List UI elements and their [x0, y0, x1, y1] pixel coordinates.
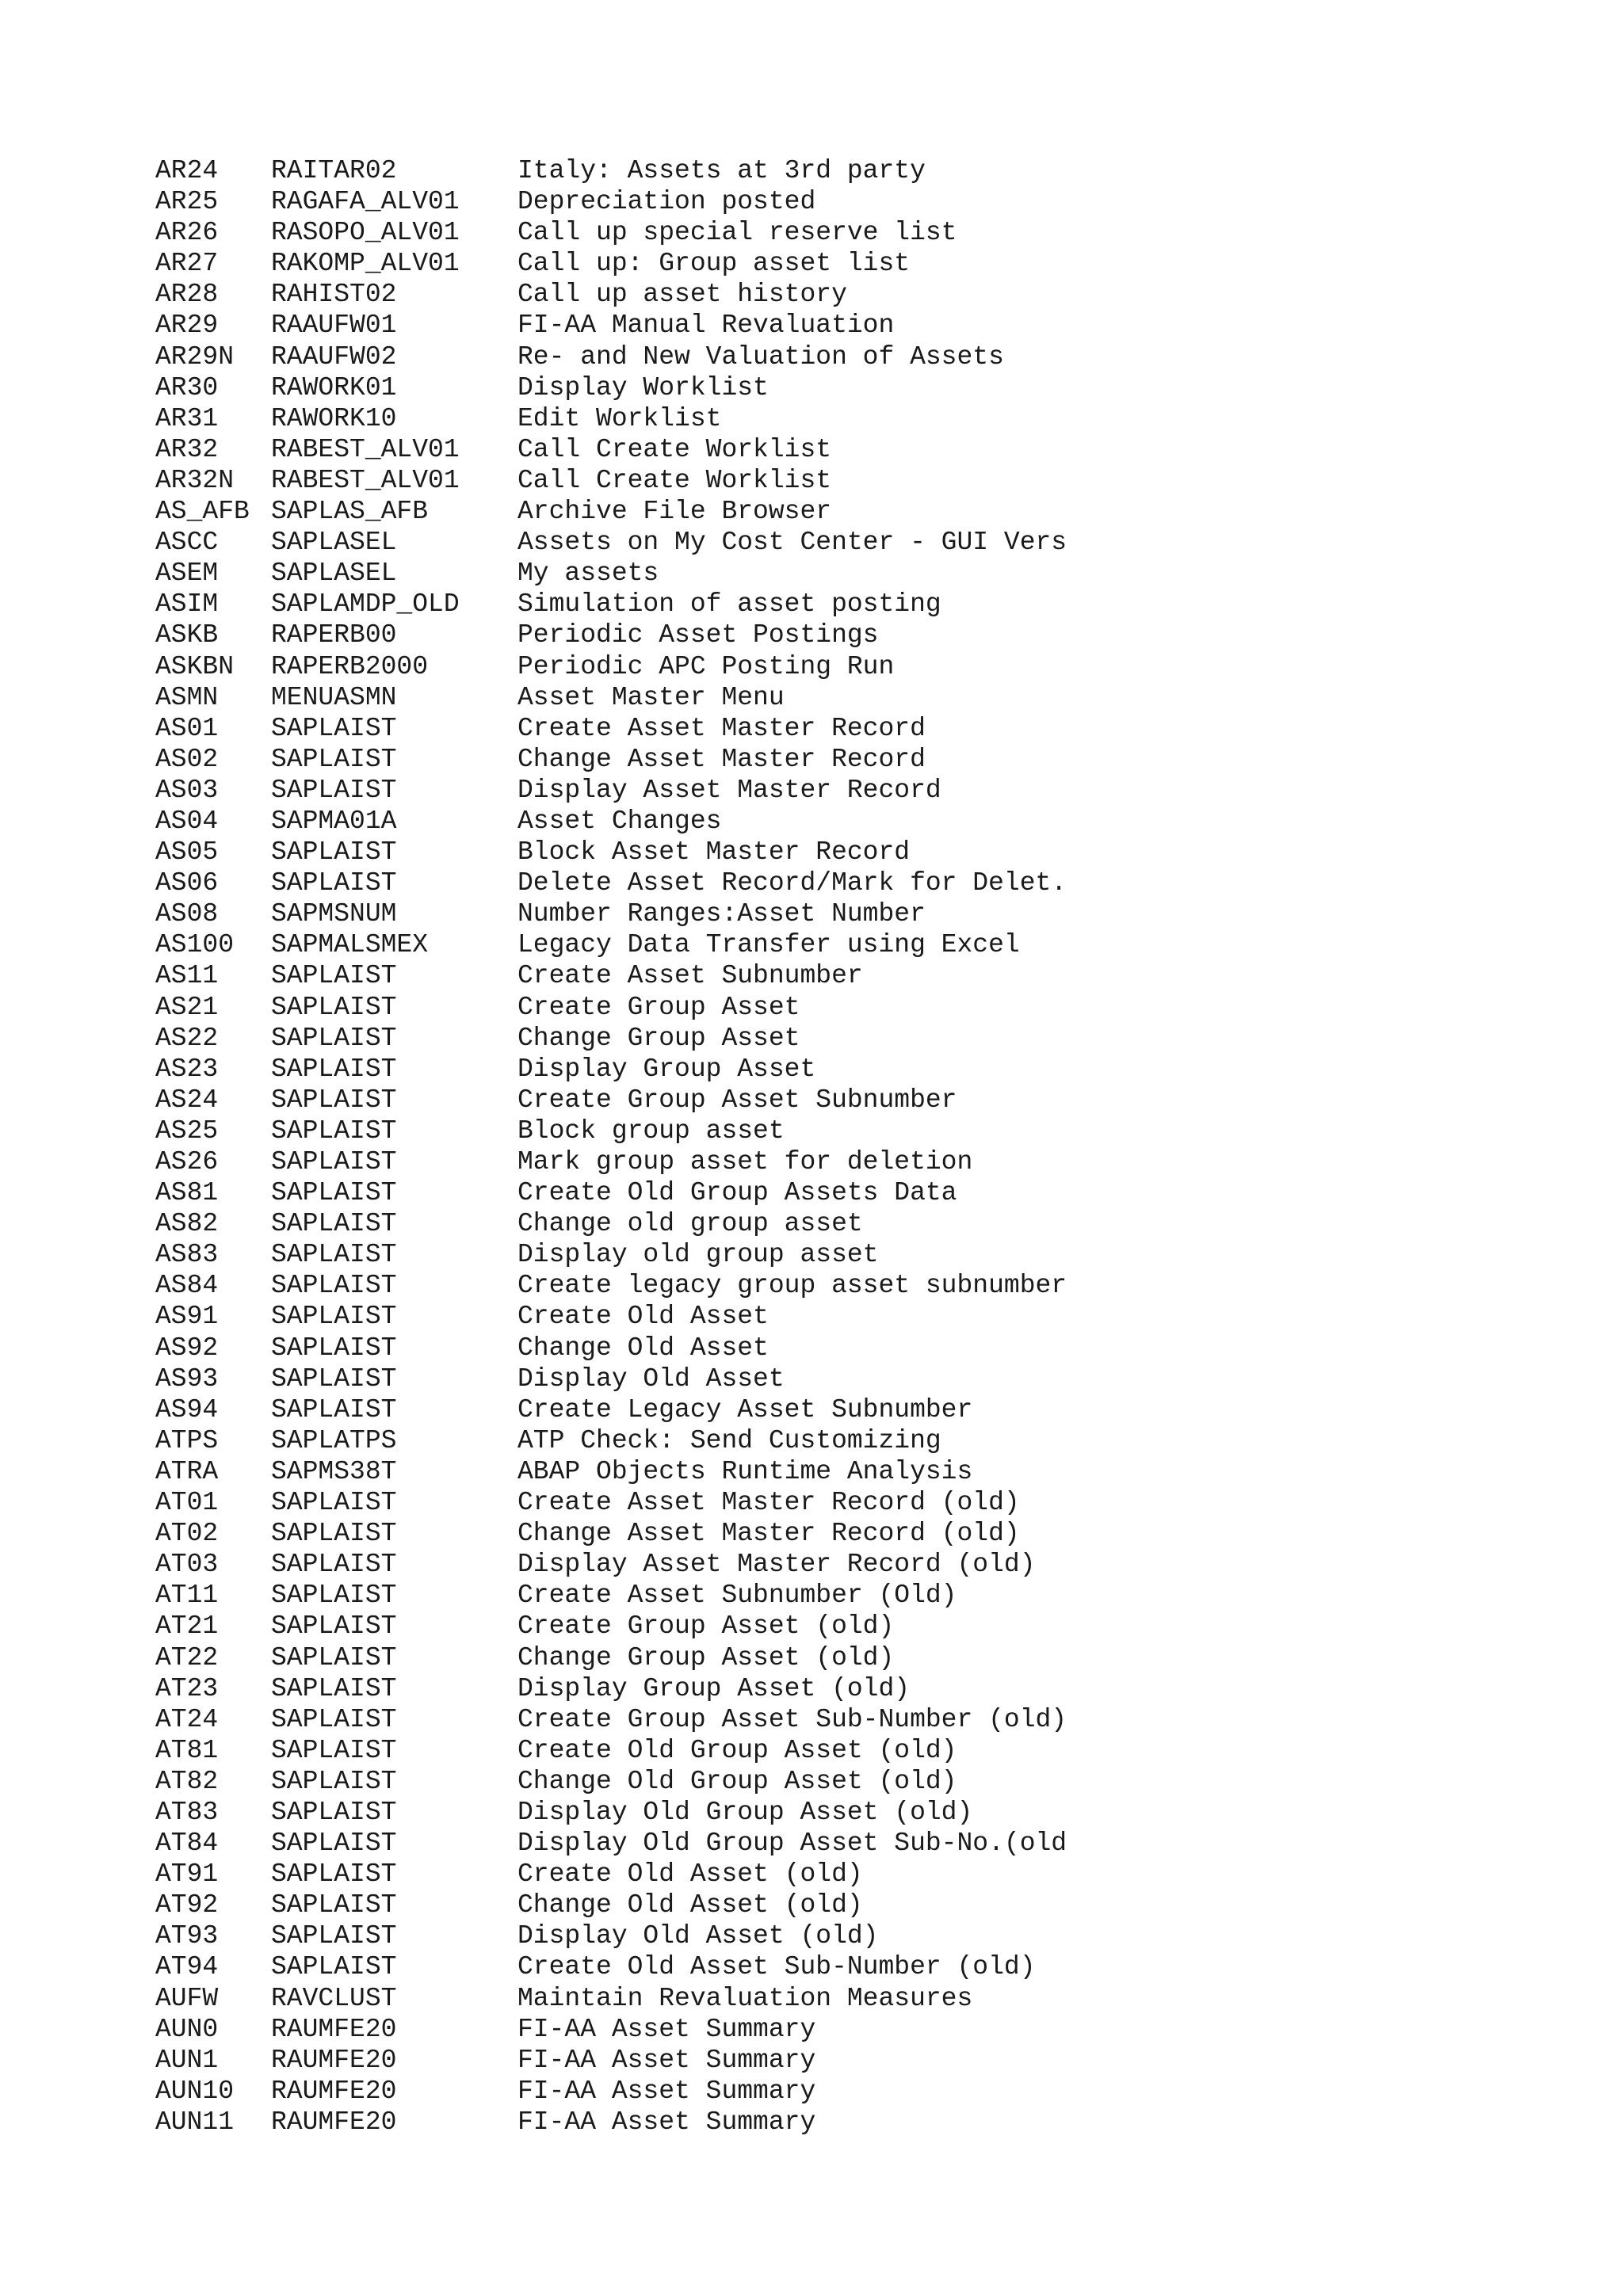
program-name: SAPLASEL [271, 559, 397, 589]
listing-row [155, 960, 1566, 991]
transaction-description: Change old group asset [517, 1209, 863, 1239]
listing-row [155, 1518, 1566, 1549]
transaction-description: Display Old Group Asset (old) [517, 1797, 973, 1827]
listing-row [155, 929, 1566, 960]
program-name: RAKOMP_ALV01 [271, 249, 460, 279]
listing-row [155, 1951, 1566, 1982]
transaction-description: FI-AA Manual Revaluation [517, 311, 895, 341]
transaction-description: Create legacy group asset subnumber [517, 1271, 1067, 1301]
program-name: SAPLAIST [271, 1642, 397, 1672]
listing-row [155, 1920, 1566, 1951]
transaction-code: AS06 [155, 868, 219, 898]
transaction-code: AS84 [155, 1271, 219, 1301]
transaction-description: Change Group Asset (old) [517, 1642, 895, 1672]
transaction-description: Create Asset Master Record [517, 713, 926, 743]
program-name: RAGAFA_ALV01 [271, 187, 460, 217]
listing-row [155, 1704, 1566, 1735]
transaction-code: AUN11 [155, 2107, 235, 2137]
transaction-description: Call Create Worklist [517, 434, 832, 464]
transaction-description: Simulation of asset posting [517, 589, 941, 620]
listing-row [155, 868, 1566, 898]
program-name: SAPMS38T [271, 1456, 397, 1486]
program-name: SAPLAIST [271, 1023, 397, 1053]
transaction-code: AT21 [155, 1611, 219, 1642]
transaction-description: Re- and New Valuation of Assets [517, 341, 1004, 372]
listing-row [155, 1642, 1566, 1673]
transaction-code: AS83 [155, 1240, 219, 1270]
transaction-description: Call up special reserve list [517, 218, 957, 248]
transaction-description: Create Legacy Asset Subnumber [517, 1394, 973, 1425]
listing-row [155, 558, 1566, 589]
program-name: SAPLAIST [271, 1704, 397, 1734]
listing-row [155, 1270, 1566, 1301]
transaction-code: AUN1 [155, 2045, 219, 2075]
transaction-description: Block group asset [517, 1116, 785, 1146]
transaction-description: Display Old Group Asset Sub-No.(old [517, 1829, 1067, 1859]
transaction-code: AT02 [155, 1519, 219, 1549]
listing-row [155, 1549, 1566, 1580]
transaction-description: Periodic APC Posting Run [517, 651, 895, 681]
program-name: RAPERB00 [271, 620, 397, 650]
program-name: SAPLAIST [271, 1147, 397, 1177]
transaction-description: Italy: Assets at 3rd party [517, 156, 926, 185]
program-name: SAPMALSMEX [271, 930, 429, 960]
transaction-code: AS03 [155, 775, 219, 805]
program-name: RAUMFE20 [271, 2107, 397, 2137]
transaction-description: Change Old Group Asset (old) [517, 1766, 957, 1796]
listing-row [155, 527, 1566, 558]
transaction-code: AUN10 [155, 2076, 235, 2106]
listing-row [155, 651, 1566, 682]
transaction-code: AR29 [155, 311, 219, 341]
transaction-code: AT93 [155, 1921, 219, 1951]
transaction-description: Display Worklist [517, 372, 769, 402]
transaction-code: AR32N [155, 465, 235, 495]
transaction-code: AR30 [155, 372, 219, 402]
listing-row [155, 341, 1566, 372]
program-name: SAPMA01A [271, 806, 397, 836]
listing-row [155, 496, 1566, 527]
transaction-description: Legacy Data Transfer using Excel [517, 930, 1020, 960]
transaction-code: AT91 [155, 1859, 219, 1890]
program-name: SAPLAIST [271, 1488, 397, 1518]
transaction-description: Depreciation posted [517, 187, 816, 217]
listing-row [155, 1797, 1566, 1828]
program-name: SAPLAIST [271, 992, 397, 1022]
transaction-description: Create Asset Subnumber (Old) [517, 1581, 957, 1611]
listing-row [155, 1425, 1566, 1456]
listing-row [155, 186, 1566, 217]
program-name: RABEST_ALV01 [271, 465, 460, 495]
listing-row [155, 1580, 1566, 1611]
transaction-description: FI-AA Asset Summary [517, 2076, 816, 2106]
transaction-code: AS26 [155, 1147, 219, 1177]
program-name: SAPLAIST [271, 868, 397, 898]
transaction-code: AS22 [155, 1023, 219, 1053]
listing-row [155, 1735, 1566, 1766]
transaction-description: Number Ranges:Asset Number [517, 899, 926, 929]
program-name: SAPLAIST [271, 1611, 397, 1642]
transaction-description: FI-AA Asset Summary [517, 2045, 816, 2075]
transaction-code: AUFW [155, 1983, 219, 2013]
transaction-code: AT03 [155, 1550, 219, 1580]
transaction-description: FI-AA Asset Summary [517, 2107, 816, 2137]
transaction-code: AR28 [155, 280, 219, 310]
transaction-description: Call up asset history [517, 280, 847, 310]
listing-row [155, 1611, 1566, 1642]
listing-row [155, 620, 1566, 650]
listing-row [155, 2076, 1566, 2107]
transaction-description: Create Group Asset [517, 992, 800, 1022]
transaction-description: Call Create Worklist [517, 465, 832, 495]
transaction-code: AS02 [155, 744, 219, 774]
transaction-code: AT83 [155, 1797, 219, 1827]
listing-row [155, 403, 1566, 434]
program-name: SAPLAIST [271, 1921, 397, 1951]
listing-row [155, 1116, 1566, 1146]
transaction-code: AT11 [155, 1581, 219, 1611]
listing-row [155, 155, 1566, 186]
transaction-code: AR27 [155, 249, 219, 279]
transaction-code: AS_AFB [155, 497, 250, 527]
listing-row [155, 2014, 1566, 2045]
transaction-code: AS91 [155, 1302, 219, 1332]
transaction-description: Create Old Group Asset (old) [517, 1735, 957, 1765]
program-name: SAPLAIST [271, 1363, 397, 1394]
transaction-code: AR29N [155, 341, 235, 372]
transaction-code: AT01 [155, 1488, 219, 1518]
transaction-code: AT81 [155, 1735, 219, 1765]
listing-row [155, 2107, 1566, 2138]
transaction-code: AT82 [155, 1766, 219, 1796]
transaction-description: Display Asset Master Record [517, 775, 941, 805]
transaction-description: Maintain Revaluation Measures [517, 1983, 973, 2013]
transaction-code: AS21 [155, 992, 219, 1022]
transaction-description: Change Asset Master Record (old) [517, 1519, 1020, 1549]
program-name: SAPLAIST [271, 961, 397, 991]
transaction-description: Edit Worklist [517, 403, 722, 433]
program-name: SAPLAIST [271, 1735, 397, 1765]
transaction-description: ATP Check: Send Customizing [517, 1425, 941, 1455]
listing-row [155, 1456, 1566, 1487]
transaction-description: Asset Master Menu [517, 682, 785, 712]
transaction-description: Display Group Asset [517, 1054, 816, 1084]
transaction-code: AT84 [155, 1829, 219, 1859]
listing-row [155, 837, 1566, 868]
program-name: RABEST_ALV01 [271, 434, 460, 464]
program-name: SAPLAIST [271, 1673, 397, 1703]
listing-row [155, 1146, 1566, 1177]
transaction-code: ASKB [155, 620, 219, 650]
transaction-code: AR26 [155, 218, 219, 248]
program-name: SAPLAIST [271, 713, 397, 743]
transaction-description: Call up: Group asset list [517, 249, 911, 279]
transaction-description: FI-AA Asset Summary [517, 2014, 816, 2044]
transaction-code: AR24 [155, 156, 219, 185]
transaction-code: ASKBN [155, 651, 235, 681]
program-name: RAVCLUST [271, 1983, 397, 2013]
listing-row [155, 589, 1566, 620]
transaction-description: Assets on My Cost Center - GUI Vers [517, 528, 1067, 558]
listing-row [155, 372, 1566, 403]
transaction-code-listing [155, 155, 1566, 2138]
transaction-description: Create Asset Subnumber [517, 961, 863, 991]
transaction-code: AS01 [155, 713, 219, 743]
listing-row [155, 992, 1566, 1023]
program-name: SAPLAIST [271, 1085, 397, 1115]
program-name: RAITAR02 [271, 156, 397, 185]
program-name: RAUMFE20 [271, 2076, 397, 2106]
transaction-description: Block Asset Master Record [517, 837, 911, 868]
program-name: RAUMFE20 [271, 2045, 397, 2075]
transaction-code: AS05 [155, 837, 219, 868]
listing-row [155, 217, 1566, 248]
program-name: SAPLAS_AFB [271, 497, 429, 527]
listing-row [155, 465, 1566, 496]
transaction-code: AR31 [155, 403, 219, 433]
program-name: SAPLAIST [271, 1116, 397, 1146]
listing-row [155, 1085, 1566, 1116]
listing-row [155, 713, 1566, 744]
program-name: SAPLAIST [271, 1394, 397, 1425]
program-name: SAPLAIST [271, 1550, 397, 1580]
listing-row [155, 1673, 1566, 1704]
listing-row [155, 1301, 1566, 1332]
listing-row [155, 682, 1566, 713]
listing-row [155, 1859, 1566, 1890]
listing-row [155, 1487, 1566, 1518]
transaction-description: Mark group asset for deletion [517, 1147, 973, 1177]
transaction-code: AS94 [155, 1394, 219, 1425]
transaction-description: Display Asset Master Record (old) [517, 1550, 1036, 1580]
transaction-description: My assets [517, 559, 659, 589]
transaction-code: ASIM [155, 589, 219, 620]
program-name: SAPLAMDP_OLD [271, 589, 460, 620]
transaction-description: Create Asset Master Record (old) [517, 1488, 1020, 1518]
transaction-code: AS25 [155, 1116, 219, 1146]
program-name: SAPLAIST [271, 744, 397, 774]
transaction-description: Display Group Asset (old) [517, 1673, 911, 1703]
transaction-description: Periodic Asset Postings [517, 620, 879, 650]
listing-row [155, 1023, 1566, 1054]
program-name: SAPLASEL [271, 528, 397, 558]
transaction-code: AT23 [155, 1673, 219, 1703]
program-name: SAPMSNUM [271, 899, 397, 929]
transaction-description: Change Old Asset (old) [517, 1890, 863, 1920]
program-name: RASOPO_ALV01 [271, 218, 460, 248]
program-name: SAPLAIST [271, 837, 397, 868]
program-name: SAPLAIST [271, 1829, 397, 1859]
transaction-code: AR32 [155, 434, 219, 464]
transaction-code: ATRA [155, 1456, 219, 1486]
listing-row [155, 248, 1566, 279]
transaction-code: AS81 [155, 1178, 219, 1208]
transaction-description: Change Old Asset [517, 1333, 769, 1363]
transaction-code: AS82 [155, 1209, 219, 1239]
transaction-code: AS92 [155, 1333, 219, 1363]
program-name: SAPLAIST [271, 1581, 397, 1611]
program-name: SAPLAIST [271, 1519, 397, 1549]
transaction-code: AS23 [155, 1054, 219, 1084]
program-name: SAPLAIST [271, 1890, 397, 1920]
transaction-description: Display Old Asset [517, 1363, 785, 1394]
program-name: SAPLAIST [271, 1054, 397, 1084]
program-name: RAAUFW01 [271, 311, 397, 341]
transaction-code: ASEM [155, 559, 219, 589]
transaction-description: Change Group Asset [517, 1023, 800, 1053]
transaction-description: Create Old Asset [517, 1302, 769, 1332]
program-name: SAPLAIST [271, 1178, 397, 1208]
transaction-description: Create Group Asset Subnumber [517, 1085, 957, 1115]
program-name: SAPLAIST [271, 1271, 397, 1301]
listing-row [155, 1177, 1566, 1208]
listing-row [155, 310, 1566, 341]
transaction-description: Asset Changes [517, 806, 722, 836]
transaction-code: AR25 [155, 187, 219, 217]
listing-row [155, 2045, 1566, 2076]
program-name: SAPLAIST [271, 1859, 397, 1890]
listing-row [155, 1890, 1566, 1920]
transaction-description: Display Old Asset (old) [517, 1921, 879, 1951]
program-name: SAPLAIST [271, 775, 397, 805]
transaction-description: Create Old Group Assets Data [517, 1178, 957, 1208]
program-name: SAPLAIST [271, 1766, 397, 1796]
transaction-description: Delete Asset Record/Mark for Delet. [517, 868, 1067, 898]
program-name: RAWORK01 [271, 372, 397, 402]
transaction-code: AS100 [155, 930, 235, 960]
program-name: RAPERB2000 [271, 651, 429, 681]
transaction-code: AS24 [155, 1085, 219, 1115]
program-name: RAUMFE20 [271, 2014, 397, 2044]
program-name: SAPLAIST [271, 1302, 397, 1332]
transaction-code: ASMN [155, 682, 219, 712]
listing-row [155, 1828, 1566, 1859]
transaction-description: Create Group Asset (old) [517, 1611, 895, 1642]
transaction-code: AUN0 [155, 2014, 219, 2044]
program-name: SAPLAIST [271, 1797, 397, 1827]
transaction-code: AS08 [155, 899, 219, 929]
listing-row [155, 1239, 1566, 1270]
transaction-description: Change Asset Master Record [517, 744, 926, 774]
listing-row [155, 1983, 1566, 2014]
program-name: MENUASMN [271, 682, 397, 712]
transaction-description: Create Old Asset Sub-Number (old) [517, 1952, 1036, 1982]
transaction-description: ABAP Objects Runtime Analysis [517, 1456, 973, 1486]
program-name: SAPLATPS [271, 1425, 397, 1455]
transaction-code: ASCC [155, 528, 219, 558]
transaction-code: AS11 [155, 961, 219, 991]
listing-row [155, 775, 1566, 806]
listing-row [155, 1333, 1566, 1363]
program-name: SAPLAIST [271, 1952, 397, 1982]
listing-row [155, 1363, 1566, 1394]
listing-row [155, 806, 1566, 837]
transaction-code: AT94 [155, 1952, 219, 1982]
transaction-code: AT24 [155, 1704, 219, 1734]
listing-row [155, 434, 1566, 465]
program-name: SAPLAIST [271, 1209, 397, 1239]
transaction-description: Archive File Browser [517, 497, 832, 527]
transaction-code: AT92 [155, 1890, 219, 1920]
program-name: RAWORK10 [271, 403, 397, 433]
program-name: SAPLAIST [271, 1240, 397, 1270]
transaction-description: Display old group asset [517, 1240, 879, 1270]
listing-row [155, 1766, 1566, 1797]
listing-row [155, 279, 1566, 310]
listing-row [155, 1208, 1566, 1239]
transaction-code: ATPS [155, 1425, 219, 1455]
transaction-code: AT22 [155, 1642, 219, 1672]
transaction-description: Create Group Asset Sub-Number (old) [517, 1704, 1067, 1734]
program-name: SAPLAIST [271, 1333, 397, 1363]
program-name: RAHIST02 [271, 280, 397, 310]
listing-row [155, 744, 1566, 775]
listing-row [155, 898, 1566, 929]
listing-row [155, 1054, 1566, 1085]
program-name: RAAUFW02 [271, 341, 397, 372]
transaction-code: AS93 [155, 1363, 219, 1394]
listing-row [155, 1394, 1566, 1425]
transaction-description: Create Old Asset (old) [517, 1859, 863, 1890]
transaction-code: AS04 [155, 806, 219, 836]
